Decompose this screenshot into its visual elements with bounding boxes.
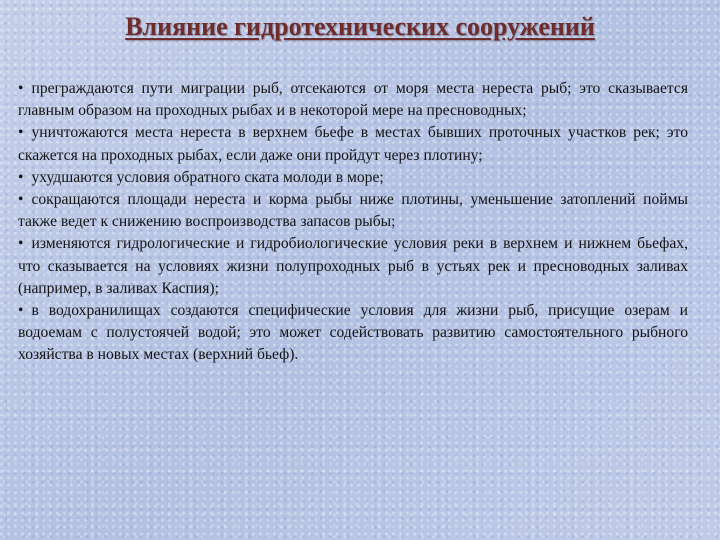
slide-title: Влияние гидротехнических сооружений: [125, 12, 595, 41]
bullet-item: [18, 189, 688, 233]
bullet-item: [18, 122, 688, 166]
bullet-item: [18, 233, 688, 300]
bullet-item: [18, 300, 688, 367]
bullet-icon: •: [18, 302, 24, 320]
bullet-item: [18, 167, 688, 189]
bullet-icon: •: [18, 168, 24, 186]
bullet-icon: •: [18, 191, 24, 209]
bullet-icon: •: [18, 124, 24, 142]
bullet-icon: •: [18, 235, 24, 253]
bullet-text: сокращаются площади нереста и корма рыбы ниже плотины, уменьшение затоплений поймы также ведет к снижению воспроизводства запасов рыбы;: [18, 191, 688, 231]
bullet-icon: •: [18, 80, 24, 97]
bullet-item: [18, 78, 688, 122]
bullet-text: в водохранилищах создаются специфические условия для жизни рыб, присущие озерам и водоемам с полустоячей водой; это может содействовать развитию самостоятельного рыбного хозяйства в новых местах (верхний бьеф).: [18, 302, 688, 364]
bullet-text: изменяются гидрологические и гидробиологические условия реки в верхнем и нижнем бьефах, что сказывается на условиях жизни полупроходных рыб в устьях рек и пресноводных заливах (например, в заливах Каспия);: [18, 235, 688, 297]
bullet-text: ухудшаются условия обратного ската молоди в море;: [31, 168, 384, 186]
bullet-text: уничтожаются места нереста в верхнем бьефе в местах бывших проточных участков рек; это скажется на проходных рыбах, если даже они пройдут через плотину;: [18, 124, 688, 164]
bullet-text: преграждаются пути миграции рыб, отсекаются от моря места нереста рыб; это сказывается главным образом на проходных рыбах и в некоторой мере на пресноводных;: [18, 80, 688, 120]
bullet-list: [18, 78, 688, 367]
